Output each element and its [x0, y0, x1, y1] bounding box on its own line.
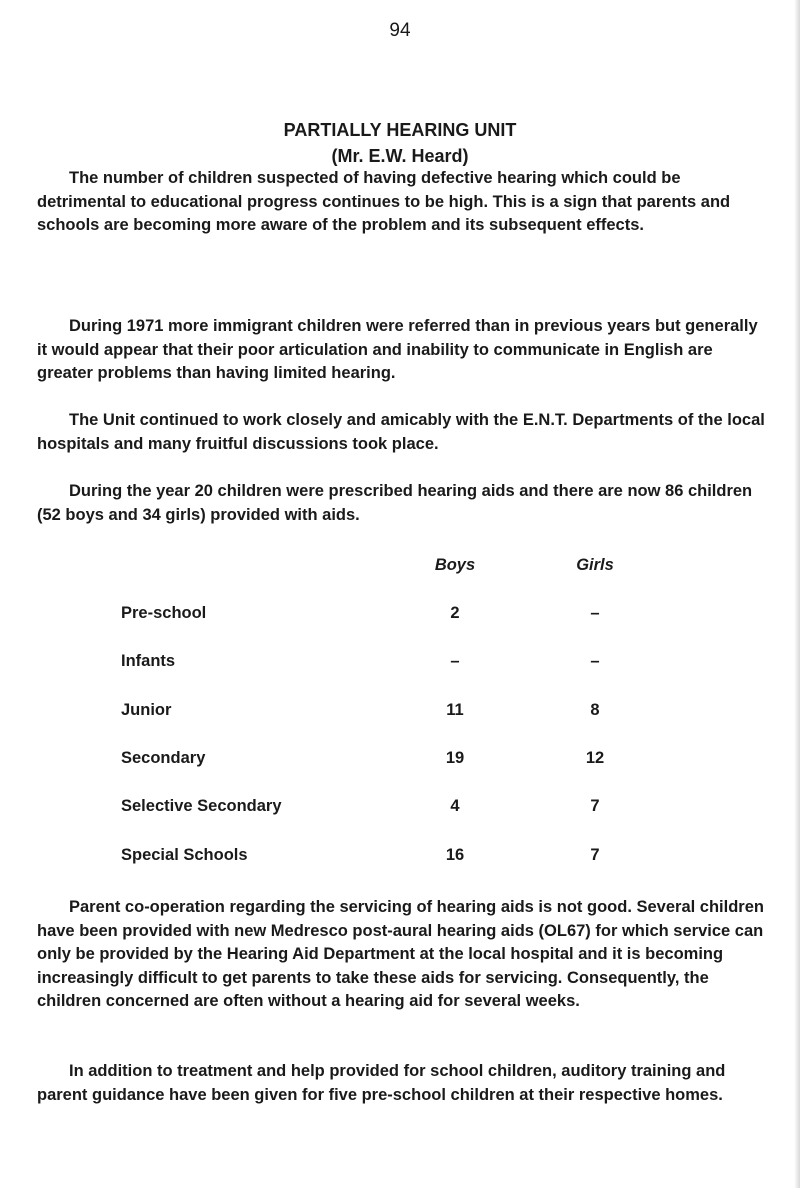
row-label: Infants: [121, 652, 176, 670]
paragraph-2: [37, 315, 767, 386]
row-girls-value: 12: [585, 749, 605, 767]
row-label: Special Schools: [121, 846, 248, 864]
row-boys-value: –: [450, 652, 460, 670]
paragraph-text: Parent co-operation regarding the servicing of hearing aids is not good. Several children have been provided with new Medresco post-aural hearing aids (OL67) for which service can only be provided by the Hearing Aid Department at the local hospital and it is becoming increasingly difficult to get parents to take these aids for servicing. Consequently, the children concerned are often without a hearing aid for several weeks.: [37, 898, 764, 1010]
row-label: Secondary: [121, 749, 206, 767]
table-row: [0, 701, 800, 723]
table-header: [0, 556, 800, 578]
header-girls: Girls: [576, 556, 614, 574]
row-boys-value: 4: [450, 797, 460, 815]
row-girls-value: –: [590, 604, 600, 622]
table-row: [0, 846, 800, 868]
paragraph-6: [37, 1060, 767, 1107]
row-girls-value: –: [590, 652, 600, 670]
row-boys-value: 16: [445, 846, 465, 864]
row-girls-value: 7: [590, 846, 600, 864]
paragraph-text: During 1971 more immigrant children were referred than in previous years but generally it would appear that their poor articulation and inability to communicate in English are greater problems than having limited hearing.: [37, 317, 758, 382]
page-edge-shadow: [794, 0, 800, 1188]
section-heading: [0, 117, 800, 169]
paragraph-5: [37, 896, 767, 1014]
paragraph-text: During the year 20 children were prescribed hearing aids and there are now 86 children (52 boys and 34 girls) provided with aids.: [37, 482, 753, 524]
section-title: PARTIALLY HEARING UNIT: [283, 120, 517, 140]
row-girls-value: 7: [590, 797, 600, 815]
table-row: [0, 604, 800, 626]
paragraph-text: The number of children suspected of having defective hearing which could be detrimental to educational progress continues to be high. This is a sign that parents and schools are becoming more aware of the problem and its subsequent effects.: [37, 169, 731, 234]
row-boys-value: 2: [450, 604, 460, 622]
paragraph-text: In addition to treatment and help provided for school children, auditory training and parent guidance have been given for five pre-school children at their respective homes.: [37, 1062, 726, 1104]
paragraph-4: [37, 480, 767, 527]
page-number: 94: [389, 20, 411, 41]
paragraph-3: [37, 409, 767, 456]
row-label: Selective Secondary: [121, 797, 282, 815]
header-boys: Boys: [434, 556, 476, 574]
row-boys-value: 11: [446, 701, 464, 719]
paragraph-text: The Unit continued to work closely and amicably with the E.N.T. Departments of the local hospitals and many fruitful discussions took place.: [37, 411, 765, 453]
row-label: Junior: [121, 701, 172, 719]
paragraph-1: [37, 167, 767, 238]
table-row: [0, 749, 800, 771]
row-label: Pre-school: [121, 604, 207, 622]
row-girls-value: 8: [590, 701, 600, 719]
section-subtitle: (Mr. E.W. Heard): [331, 146, 469, 166]
table-row: [0, 797, 800, 819]
table-row: [0, 652, 800, 674]
row-boys-value: 19: [445, 749, 465, 767]
